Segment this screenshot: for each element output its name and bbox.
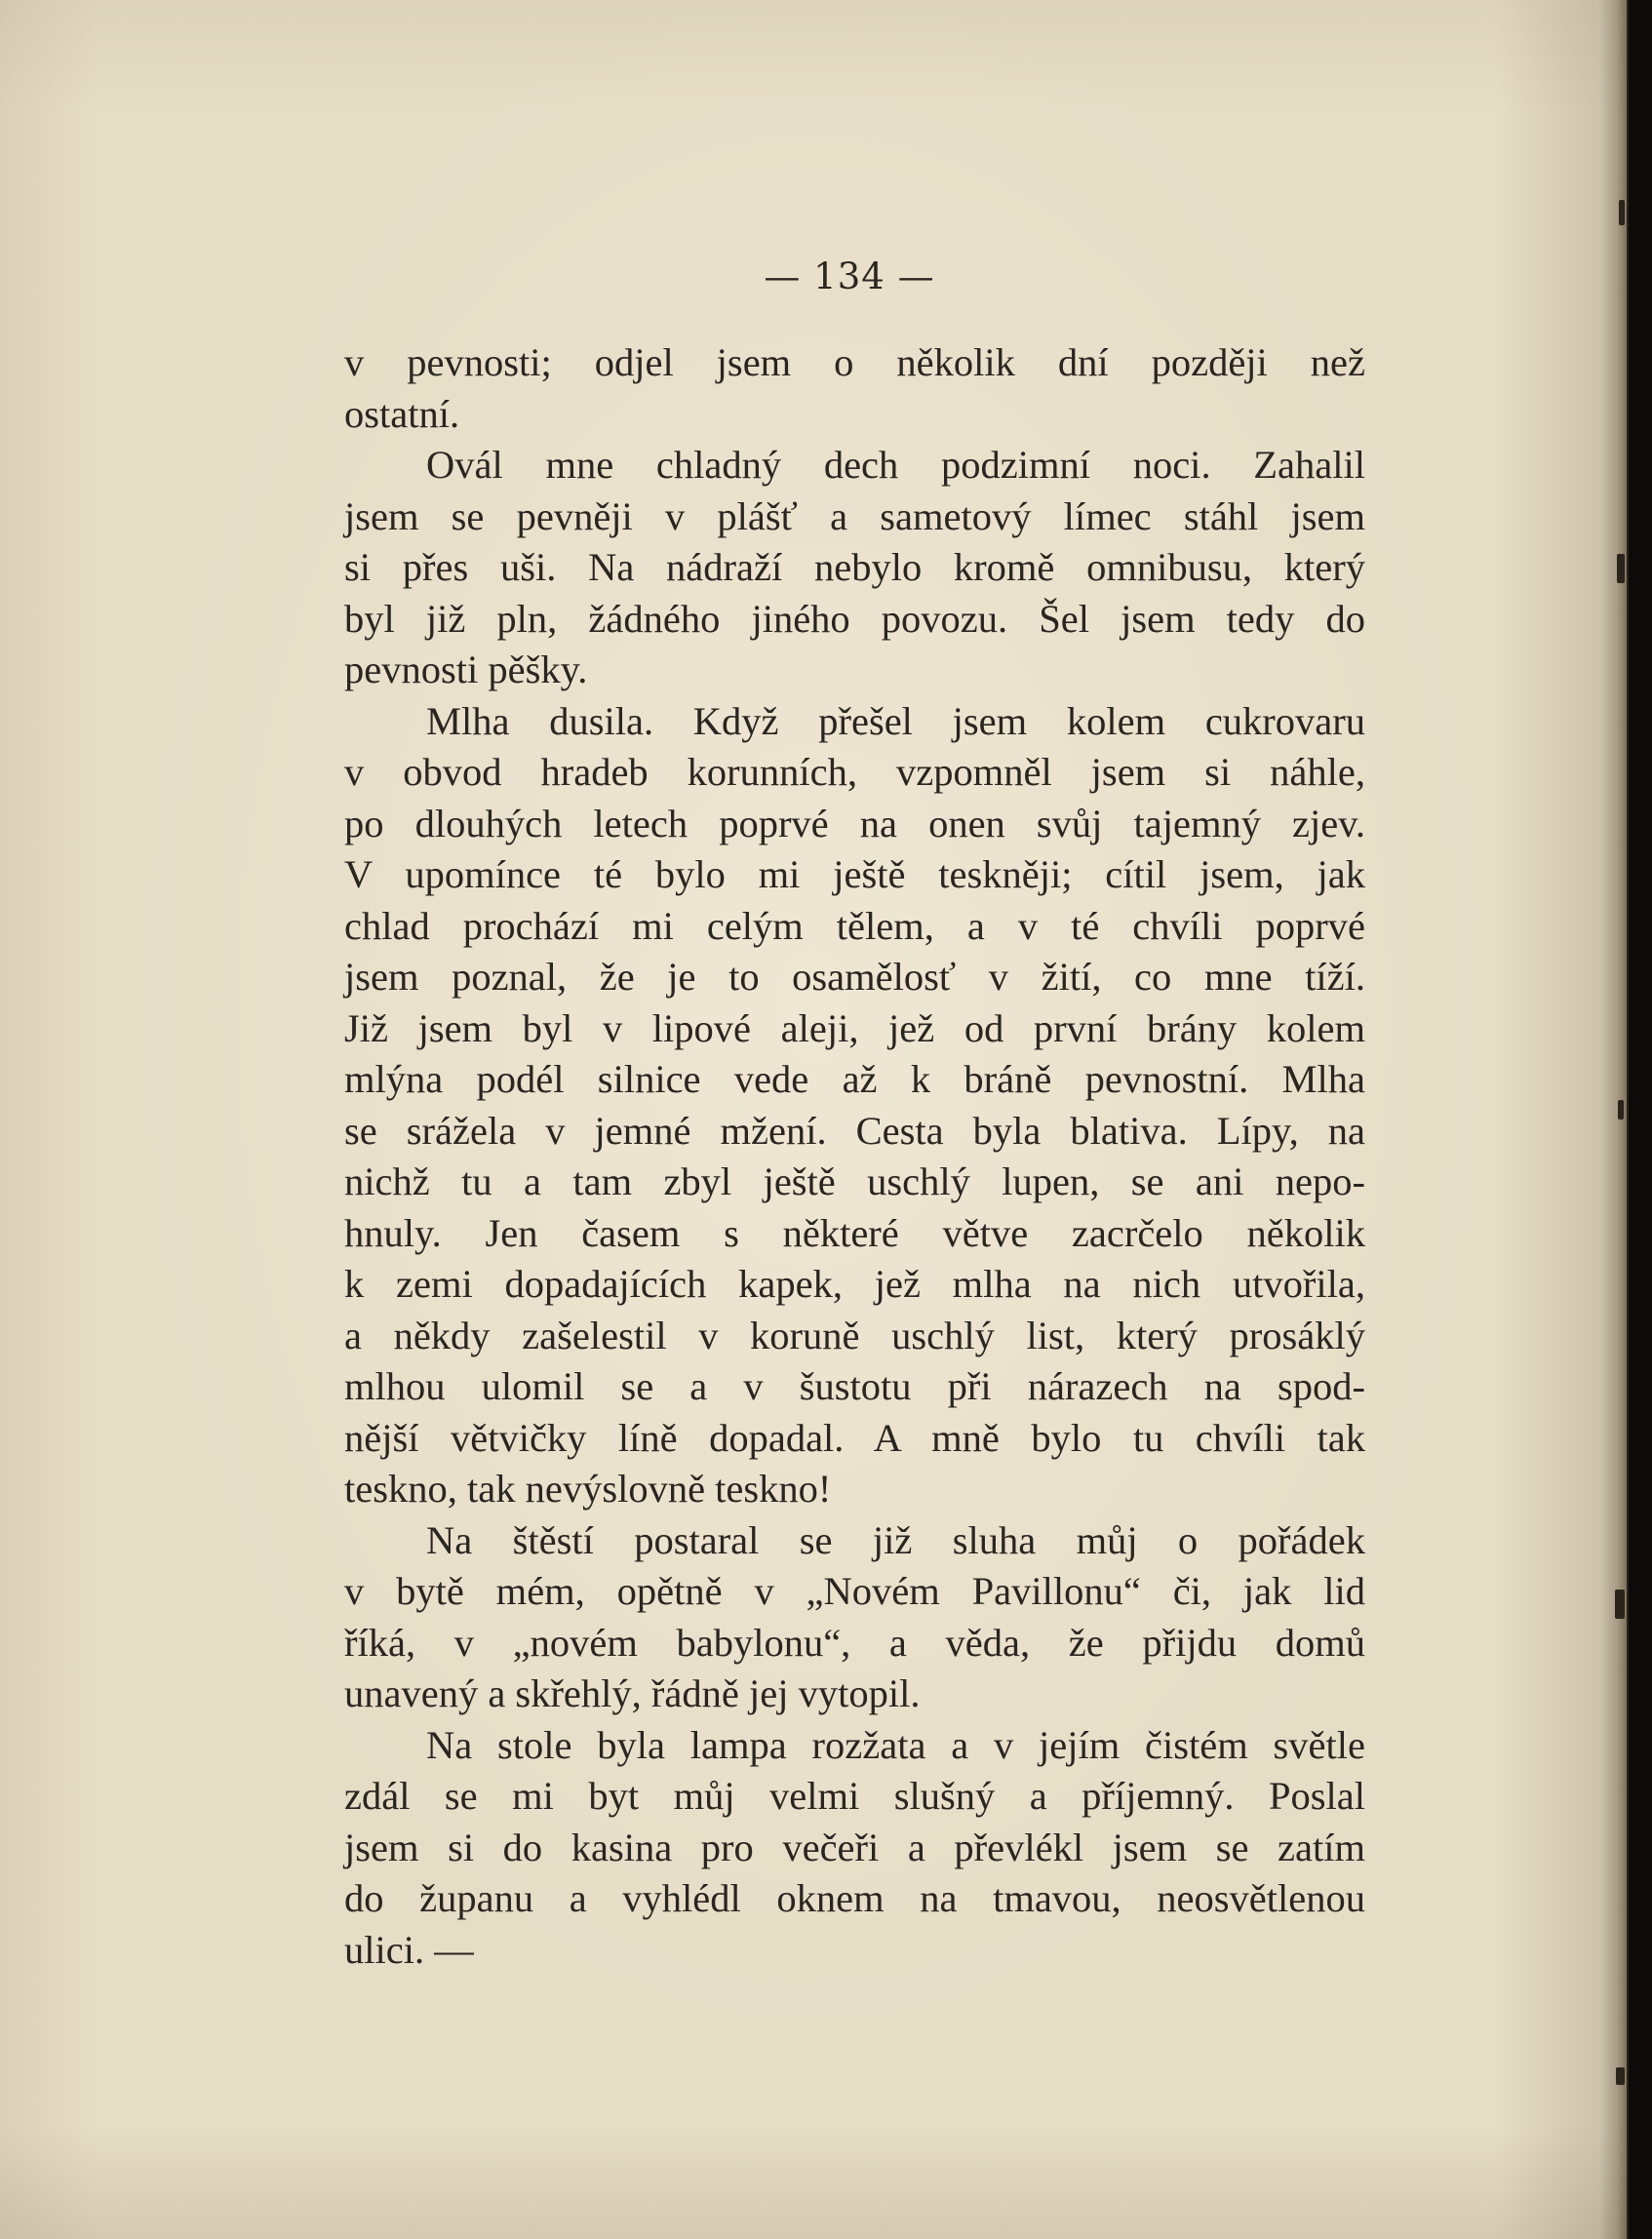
text-line: v pevnosti; odjel jsem o několik dní později než: [344, 340, 1365, 384]
page-number: — 134 —: [764, 255, 935, 297]
text-line: a někdy zašelestil v koruně uschlý list, který prosáklý: [344, 1313, 1365, 1357]
text-line: unavený a skřehlý, řádně jej vytopil.: [344, 1671, 921, 1715]
text-line: zdál se mi byt můj velmi slušný a příjemný. Poslal: [344, 1774, 1365, 1818]
binding-mark: [1618, 1100, 1624, 1120]
text-line: mlhou ulomil se a v šustotu při nárazech na spod-: [344, 1364, 1365, 1408]
text-line: říká, v „novém babylonu“, a věda, že přijdu domů: [344, 1620, 1365, 1665]
text-line: jsem se pevněji v plášť a sametový límec stáhl jsem: [344, 493, 1365, 538]
text-line: v bytě mém, opětně v „Novém Pavillonu“ či, jak lid: [344, 1569, 1365, 1613]
text-line: ulici. —: [344, 1927, 474, 1972]
text-line: byl již pln, žádného jiného povozu. Šel jsem tedy do: [344, 596, 1365, 641]
text-line: nější větvičky líně dopadal. A mně bylo tu chvíli tak: [344, 1415, 1365, 1460]
text-line: jsem poznal, že je to osamělosť v žití, co mne tíží.: [344, 955, 1365, 999]
text-line: teskno, tak nevýslovně teskno!: [344, 1467, 832, 1511]
text-line: hnuly. Jen časem s některé větve zacrčelo několik: [344, 1210, 1365, 1255]
text-line: mlýna podél silnice vede až k bráně pevnostní. Mlha: [344, 1057, 1365, 1101]
text-line: Na stole byla lampa rozžata a v jejím čistém světle: [426, 1722, 1365, 1767]
text-line: v obvod hradeb korunních, vzpomněl jsem si náhle,: [344, 750, 1365, 794]
binding-mark: [1616, 2067, 1625, 2085]
text-line: po dlouhých letech poprvé na onen svůj tajemný zjev.: [344, 801, 1365, 845]
text-line: chlad prochází mi celým tělem, a v té chvíli poprvé: [344, 903, 1365, 948]
binding-mark: [1617, 554, 1625, 583]
binding-mark: [1615, 1590, 1625, 1619]
text-line: ostatní.: [344, 391, 460, 436]
text-line: pevnosti pěšky.: [344, 648, 588, 691]
text-line: Mlha dusila. Když přešel jsem kolem cukrovaru: [426, 698, 1365, 743]
text-line: Na štěstí postaral se již sluha můj o pořádek: [426, 1517, 1365, 1562]
text-line: Ovál mne chladný dech podzimní noci. Zahalil: [426, 443, 1365, 487]
text-line: se srážela v jemné mžení. Cesta byla blativa. Lípy, na: [344, 1108, 1365, 1153]
text-line: nichž tu a tam zbyl ještě uschlý lupen, se ani nepo-: [344, 1159, 1365, 1203]
page-gutter-shadow: [1599, 0, 1629, 2239]
binding-mark: [1619, 200, 1625, 225]
text-line: Již jsem byl v lipové aleji, jež od první brány kolem: [344, 1005, 1365, 1050]
text-line: k zemi dopadajících kapek, jež mlha na nich utvořila,: [344, 1262, 1365, 1306]
text-line: jsem si do kasina pro večeři a převlékl jsem se zatím: [344, 1825, 1365, 1869]
text-line: do županu a vyhlédl oknem na tmavou, neosvětlenou: [344, 1876, 1365, 1920]
text-line: V upomínce té bylo mi ještě teskněji; cítil jsem, jak: [344, 852, 1365, 896]
body-text: [344, 337, 1365, 1976]
text-line: si přes uši. Na nádraží nebylo kromě omnibusu, který: [344, 545, 1365, 589]
